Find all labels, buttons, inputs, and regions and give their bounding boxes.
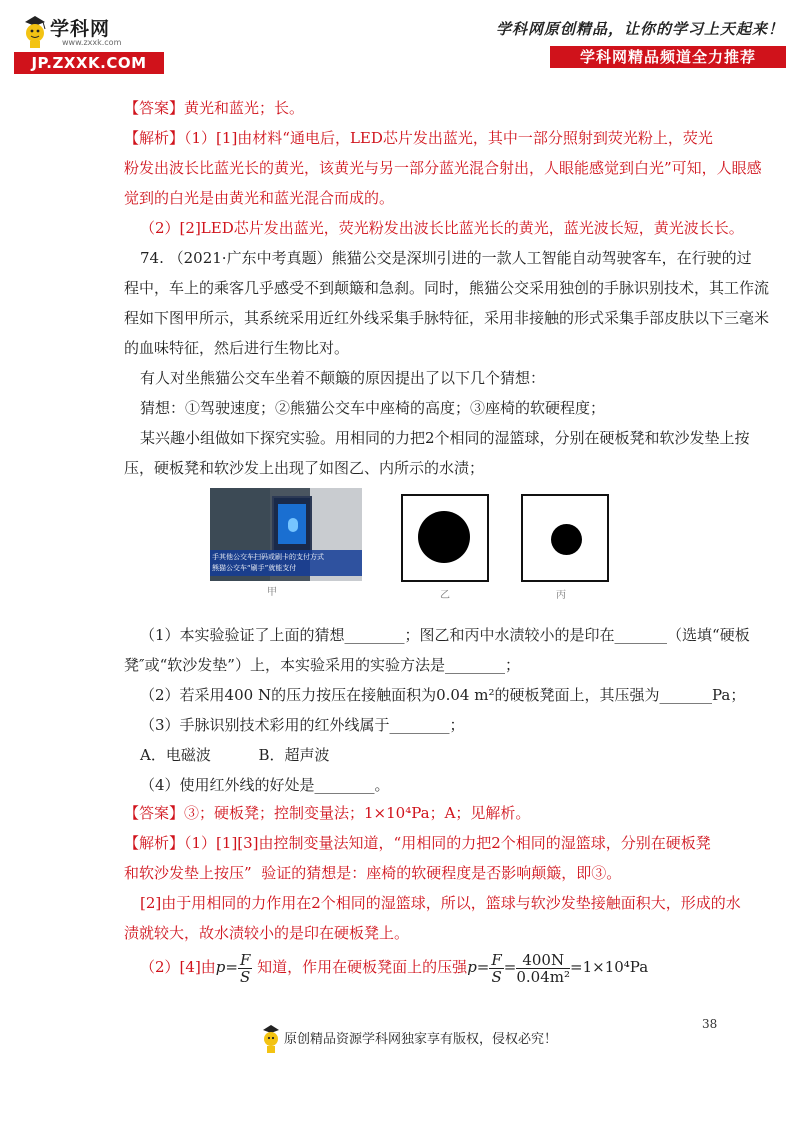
formula-equals: = xyxy=(503,958,517,976)
question-line: 猜想：①驾驶速度；②熊猫公交车中座椅的高度；③座椅的软硬程度； xyxy=(140,399,606,417)
question-line: 74. （2021·广东中考真题）熊猫公交是深圳引进的一款人工智能自动驾驶客车，在行驶的过 xyxy=(140,249,752,267)
answer-line: 【答案】黄光和蓝光；长。 xyxy=(124,99,305,117)
formula-fraction xyxy=(489,952,503,985)
formula-value-fraction xyxy=(516,952,570,985)
mascot-icon xyxy=(22,14,48,48)
formula-equals: = xyxy=(225,958,238,976)
formula-result: =1×10⁴Pa xyxy=(570,958,649,976)
formula-middle-text: 知道，作用在硬板凳面上的压强 xyxy=(252,958,468,976)
question-line: 压，硬板凳和软沙发上出现了如图乙、内所示的水渍； xyxy=(124,459,485,477)
figure-box-c xyxy=(521,494,609,582)
water-stain-small xyxy=(551,524,582,555)
option-line: A．电磁波 B．超声波 xyxy=(140,746,330,764)
fraction-denominator: S xyxy=(491,967,502,986)
answer-line: 【答案】③；硬板凳；控制变量法；1×10⁴Pa；A；见解析。 xyxy=(124,804,531,822)
logo-text: 学科网 xyxy=(50,18,111,40)
formula-p: p xyxy=(215,958,226,976)
question-line: 的血味特征，然后进行生物比对。 xyxy=(124,339,350,357)
page-number: 38 xyxy=(702,1017,718,1031)
photo-caption: 熊猫公交车“刷手”就能支付 xyxy=(212,564,297,572)
analysis-line: 【解析】（1）[1][3]由控制变量法知道，“用相同的力把2个相同的湿篮球，分别在硬板凳 xyxy=(124,834,711,852)
analysis-line: 【解析】（1）[1]由材料“通电后，LED芯片发出蓝光，其中一部分照射到荧光粉上，荧光 xyxy=(124,129,713,147)
formula-line xyxy=(140,950,648,985)
channel-banner: 学科网精品频道全力推荐 xyxy=(550,46,786,68)
fraction-numerator: F xyxy=(239,950,251,969)
subquestion-line: （3）手脉识别技术彩用的红外线属于________； xyxy=(140,716,465,734)
analysis-line: [2]由于用相同的力作用在2个相同的湿篮球，所以，篮球与软沙发垫接触面积大，形成的水 xyxy=(140,894,741,912)
subquestion-line: （1）本实验验证了上面的猜想________；图乙和丙中水渍较小的是印在_______（选填“硬板 xyxy=(140,626,750,644)
analysis-line: 粉发出波长比蓝光长的黄光，该黄光与另一部分蓝光混合射出，人眼能感觉到白光”可知，人眼感 xyxy=(124,159,762,177)
value-denominator: 0.04m² xyxy=(516,967,571,986)
question-line: 程中，车上的乘客几乎感受不到颠簸和急刹。同时，熊猫公交采用独创的手脉识别技术，其工作流 xyxy=(124,279,770,297)
formula-equals: = xyxy=(476,958,490,976)
subquestion-line: （4）使用红外线的好处是________。 xyxy=(140,776,390,794)
figure-label-c: 丙 xyxy=(556,590,566,601)
figure-label-a: 甲 xyxy=(267,587,277,598)
header-slogan: 学科网原创精品，让你的学习上天起来！ xyxy=(495,20,784,38)
subquestion-line: 凳″或“软沙发垫”）上，本实验采用的实验方法是________； xyxy=(124,656,520,674)
analysis-line: 和软沙发垫上按压” 验证的猜想是：座椅的软硬程度是否影响颠簸，即③。 xyxy=(124,864,622,882)
question-line: 程如下图甲所示，其系统采用近红外线采集手脉特征，采用非接触的形式采集手部皮肤以下三毫米 xyxy=(124,309,770,327)
value-numerator: 400N xyxy=(516,952,570,969)
photo-caption: 手其他公交车扫码或刷卡的支付方式 xyxy=(212,553,324,561)
analysis-line: 渍就较大，故水渍较小的是印在硬板凳上。 xyxy=(124,924,410,942)
question-line: 有人对坐熊猫公交车坐着不颠簸的原因提出了以下几个猜想： xyxy=(140,369,546,387)
question-line: 某兴趣小组做如下探究实验。用相同的力把2个相同的湿篮球，分别在硬板凳和软沙发垫上按 xyxy=(140,429,750,447)
analysis-line: （2）[2]LED芯片发出蓝光，荧光粉发出波长比蓝光长的黄光，蓝光波长短，黄光波长长。 xyxy=(140,219,744,237)
fraction-numerator: F xyxy=(491,950,502,969)
logo-url: www.zxxk.com xyxy=(62,38,122,47)
formula-fraction xyxy=(238,952,252,985)
figure-box-b xyxy=(401,494,489,582)
logo-bar[interactable]: JP.ZXXK.COM xyxy=(14,52,164,74)
scanner-device-icon xyxy=(272,496,312,558)
formula-prefix: （2）[4]由 xyxy=(140,958,216,976)
mascot-icon xyxy=(261,1024,281,1054)
water-stain-large xyxy=(418,511,470,563)
copyright-notice: 原创精品资源学科网独家享有版权，侵权必究！ xyxy=(284,1032,558,1047)
formula-p: p xyxy=(467,958,477,976)
subquestion-line: （2）若采用400 N的压力按压在接触面积为0.04 m²的硬板凳面上，其压强为_______Pa； xyxy=(140,686,746,704)
figure-photo-palm-scanner xyxy=(210,488,362,581)
analysis-line: 觉到的白光是由黄光和蓝光混合而成的。 xyxy=(124,189,395,207)
site-logo xyxy=(14,8,164,74)
fraction-denominator: S xyxy=(240,967,251,986)
figure-label-b: 乙 xyxy=(440,590,450,601)
